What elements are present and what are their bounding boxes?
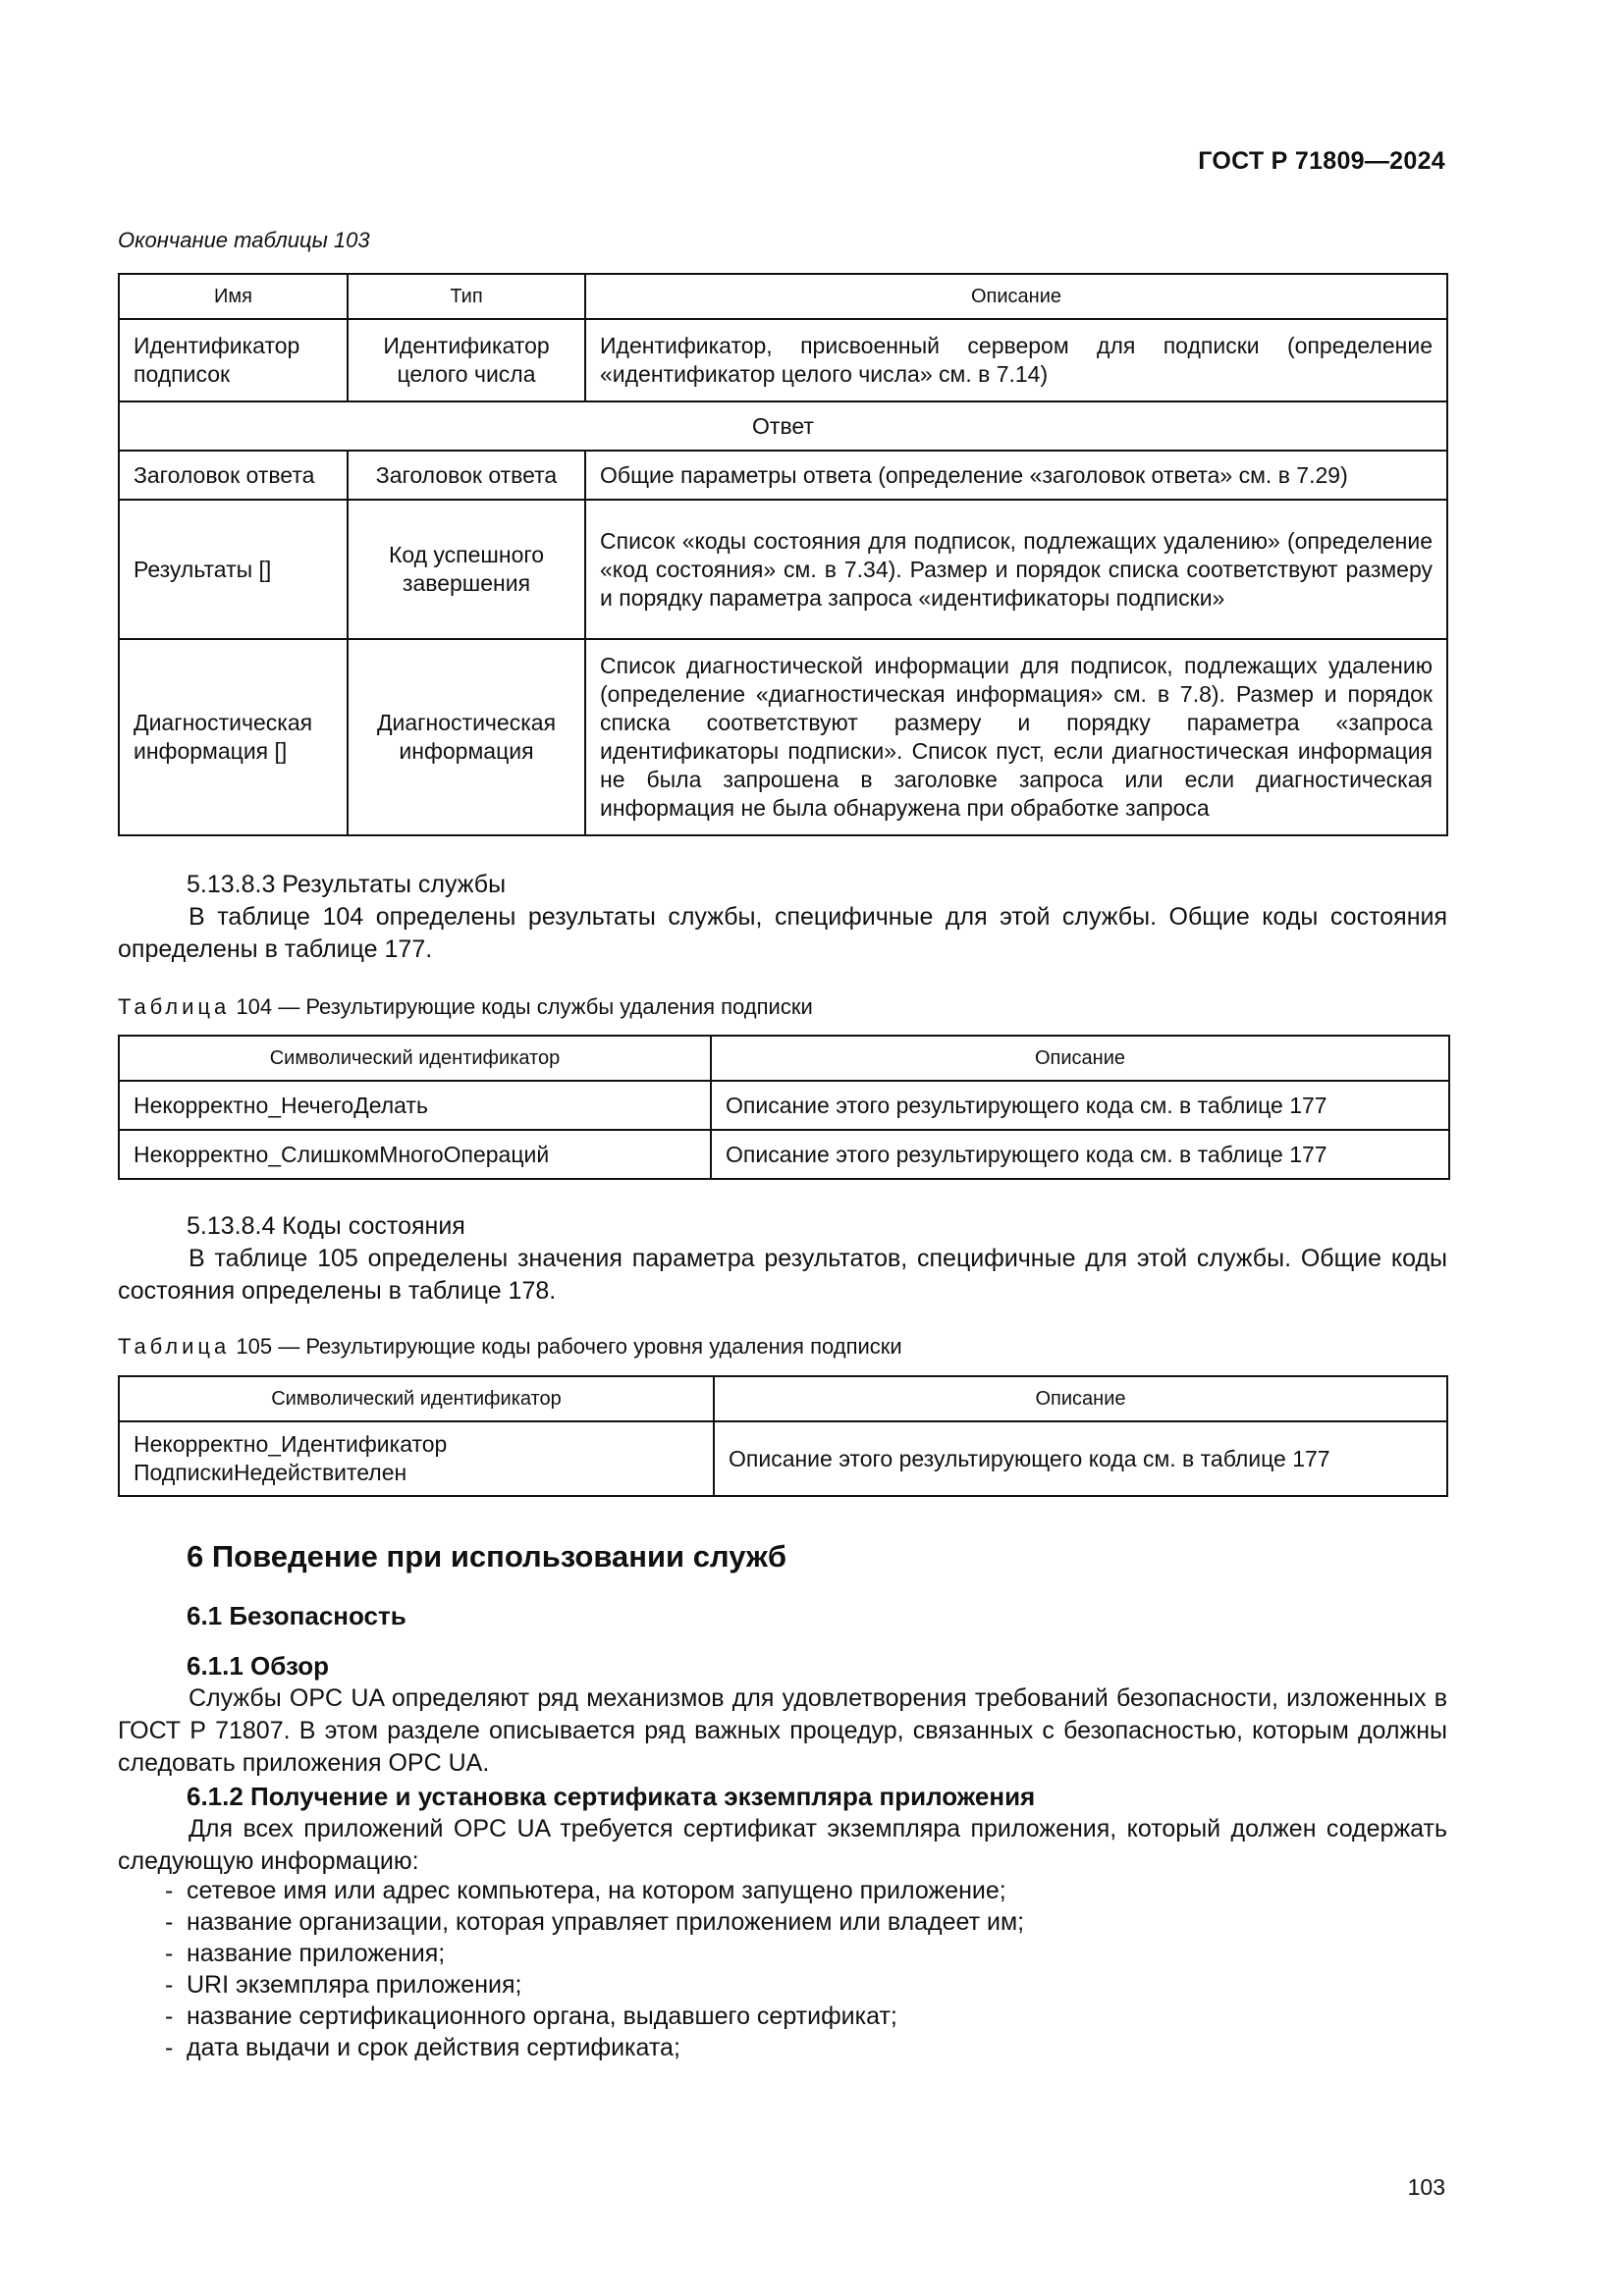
table-header-row: [119, 274, 1447, 319]
cell-description: Список диагностической информации для подписок, подлежащих удалению (определение «диагностическая информация» см. в 7.8). Размер и порядок списка соответствуют размеру и порядку параметра «запроса идентификаторы подписки». Список пуст, если диагностическая информация не была запрошена в заголовке запроса или если диагностическая информация не была обнаружена при обработке запроса: [585, 639, 1447, 835]
table-103: [118, 273, 1448, 836]
table-header-row: [119, 1376, 1447, 1421]
cell-name: Результаты []: [119, 500, 348, 639]
table-row: [119, 500, 1447, 639]
table-103-caption: Окончание таблицы 103: [118, 228, 370, 252]
table-row: [119, 639, 1447, 835]
cell-description: Общие параметры ответа (определение «заголовок ответа» см. в 7.29): [585, 451, 1447, 500]
section-heading: 5.13.8.4 Коды состояния: [187, 1212, 465, 1240]
list-item: - название сертификационного органа, выдавшего сертификат;: [118, 2001, 1024, 2032]
column-header: Описание: [711, 1036, 1449, 1081]
document-id: ГОСТ Р 71809—2024: [1198, 147, 1445, 175]
paragraph: В таблице 104 определены результаты службы, специфичные для этой службы. Общие коды состояния определены в таблице 177.: [118, 903, 1447, 963]
table-105-caption: [118, 1334, 902, 1360]
cell-type: Заголовок ответа: [348, 451, 585, 500]
page-number: 103: [1407, 2174, 1445, 2200]
cell-type: Идентификатор целого числа: [348, 319, 585, 401]
table-row: [119, 1421, 1447, 1496]
table-header-row: [119, 1036, 1449, 1081]
section-heading: 5.13.8.3 Результаты службы: [187, 871, 507, 898]
table-105: [118, 1375, 1448, 1497]
caption-text: 104 — Результирующие коды службы удаления подписки: [236, 994, 813, 1019]
table-row: [119, 1081, 1449, 1130]
table-section-row: [119, 401, 1447, 451]
column-header: Символический идентификатор: [119, 1036, 711, 1081]
cell-name: Диагностическая информация []: [119, 639, 348, 835]
cell-description: Описание этого результирующего кода см. в таблице 177: [714, 1421, 1447, 1496]
list-item: - URI экземпляра приложения;: [118, 1969, 1024, 2001]
section-heading: 6.1 Безопасность: [187, 1601, 406, 1630]
column-header: Символический идентификатор: [119, 1376, 714, 1421]
list-item: - сетевое имя или адрес компьютера, на котором запущено приложение;: [118, 1875, 1024, 1906]
requirements-list: [118, 1875, 1024, 2063]
table-row: [119, 319, 1447, 401]
cell-description: Описание этого результирующего кода см. в таблице 177: [711, 1081, 1449, 1130]
cell-description: Идентификатор, присвоенный сервером для подписки (определение «идентификатор целого числа» см. в 7.14): [585, 319, 1447, 401]
list-item: - название приложения;: [118, 1938, 1024, 1969]
column-header: Описание: [714, 1376, 1447, 1421]
column-header: Описание: [585, 274, 1447, 319]
section-label: Ответ: [119, 401, 1447, 451]
caption-text: 105 — Результирующие коды рабочего уровня удаления подписки: [236, 1334, 902, 1359]
subsection-heading: 6.1.2 Получение и установка сертификата экземпляра приложения: [187, 1782, 1036, 1811]
cell-id: Некорректно_СлишкомМногоОпераций: [119, 1130, 711, 1179]
cell-name: Идентификатор подписок: [119, 319, 348, 401]
caption-word: Таблица: [118, 994, 231, 1019]
table-104: [118, 1035, 1450, 1180]
cell-id: Некорректно_НечегоДелать: [119, 1081, 711, 1130]
table-row: [119, 451, 1447, 500]
list-item: - название организации, которая управляет приложением или владеет им;: [118, 1906, 1024, 1938]
paragraph: В таблице 105 определены значения параметра результатов, специфичные для этой службы. Общие коды состояния определены в таблице 178.: [118, 1245, 1447, 1305]
cell-id: Некорректно_Идентификатор ПодпискиНедействителен: [119, 1421, 714, 1496]
chapter-heading: 6 Поведение при использовании служб: [187, 1539, 786, 1574]
table-row: [119, 1130, 1449, 1179]
paragraph: Для всех приложений OPC UA требуется сертификат экземпляра приложения, который должен содержать следующую информацию:: [118, 1815, 1447, 1875]
column-header: Имя: [119, 274, 348, 319]
cell-type: Код успешного завершения: [348, 500, 585, 639]
list-item: - дата выдачи и срок действия сертификата;: [118, 2032, 1024, 2063]
table-104-caption: [118, 994, 813, 1020]
cell-name: Заголовок ответа: [119, 451, 348, 500]
subsection-heading: 6.1.1 Обзор: [187, 1651, 330, 1681]
paragraph: Службы OPC UA определяют ряд механизмов для удовлетворения требований безопасности, изложенных в ГОСТ Р 71807. В этом разделе описывается ряд важных процедур, связанных с безопасностью, которым должны следовать приложения OPC UA.: [118, 1684, 1447, 1777]
caption-word: Таблица: [118, 1334, 231, 1359]
cell-description: Описание этого результирующего кода см. в таблице 177: [711, 1130, 1449, 1179]
column-header: Тип: [348, 274, 585, 319]
cell-description: Список «коды состояния для подписок, подлежащих удалению» (определение «код состояния» см. в 7.34). Размер и порядок списка соответствуют размеру и порядку параметра запроса «идентификаторы подписки»: [585, 500, 1447, 639]
cell-type: Диагностическая информация: [348, 639, 585, 835]
